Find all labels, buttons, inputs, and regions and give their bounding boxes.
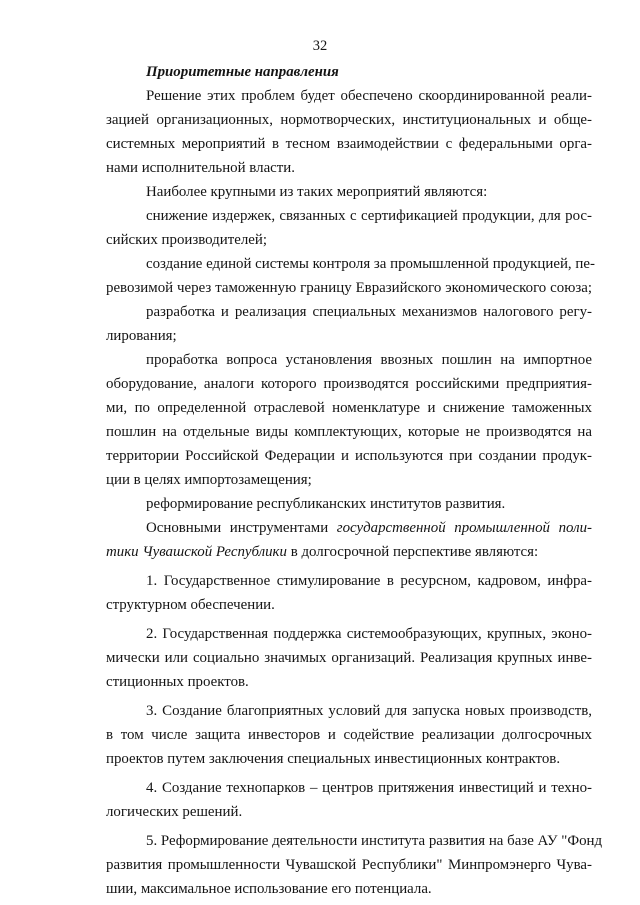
text-run: ревозимой через таможенную границу Евразийского экономического союза; — [106, 280, 592, 296]
text-line — [106, 180, 592, 204]
text-line — [106, 156, 592, 180]
text-line — [106, 132, 592, 156]
text-run: Решение этих проблем будет обеспечено скоординированной реали- — [146, 88, 592, 104]
text-line — [106, 252, 595, 276]
text-run: лирования; — [106, 328, 177, 344]
text-line — [106, 300, 592, 324]
text-line — [106, 569, 592, 593]
text-run: пошлин на отдельные виды комплектующих, которые не производятся на — [106, 424, 592, 440]
text-line — [106, 324, 592, 348]
text-line — [106, 776, 592, 800]
text-line — [106, 348, 592, 372]
text-run: разработка и реализация специальных механизмов налогового регу- — [146, 304, 592, 320]
text-line — [106, 84, 592, 108]
text-line — [106, 747, 592, 771]
text-run: тики Чувашской Республики — [106, 544, 287, 560]
text-line — [106, 108, 592, 132]
text-run: государственной промышленной поли- — [336, 520, 592, 536]
text-run: Основными инструментами — [146, 520, 337, 536]
text-line — [106, 420, 592, 444]
text-run: снижение издержек, связанных с сертификацией продукции, для рос- — [146, 208, 592, 224]
text-line — [106, 228, 592, 252]
text-line — [106, 699, 592, 723]
text-line — [106, 516, 592, 540]
text-line — [106, 276, 592, 300]
text-run: проектов путем заключения специальных инвестиционных контрактов. — [106, 751, 561, 767]
text-run: 5. Реформирование деятельности института развития на базе АУ "Фонд — [146, 833, 603, 849]
text-run: структурном обеспечении. — [106, 597, 275, 613]
text-line — [106, 540, 592, 564]
text-run: Приоритетные направления — [146, 64, 339, 80]
text-run: мически или социально значимых организаций. Реализация крупных инве- — [106, 650, 592, 666]
text-line — [106, 492, 592, 516]
text-line — [106, 622, 592, 646]
text-run: 2. Государственная поддержка системообразующих, крупных, эконо- — [146, 626, 592, 642]
text-line — [106, 829, 603, 853]
text-line — [106, 372, 592, 396]
text-run: оборудование, аналоги которого производятся российскими предприятия- — [106, 376, 592, 392]
text-line — [106, 468, 592, 492]
text-line — [106, 800, 592, 824]
text-line — [106, 204, 592, 228]
text-run: зацией организационных, нормотворческих, институциональных и обще- — [106, 112, 592, 128]
page-number: 32 — [312, 38, 328, 54]
text-run: системных мероприятий в тесном взаимодействии с федеральными орга- — [106, 136, 592, 152]
text-run: территории Российской Федерации и используются при создании продук- — [106, 448, 592, 464]
text-run: 4. Создание технопарков – центров притяжения инвестиций и техно- — [146, 780, 592, 796]
text-run: нами исполнительной власти. — [106, 160, 295, 176]
text-line — [106, 646, 592, 670]
text-run: 1. Государственное стимулирование в ресурсном, кадровом, инфра- — [146, 573, 592, 589]
text-run: в том числе защита инвесторов и содействие реализации долгосрочных — [106, 727, 592, 743]
text-run: развития промышленности Чувашской Республики" Минпромэнерго Чува- — [106, 857, 592, 873]
text-run: сийских производителей; — [106, 232, 267, 248]
text-run: Наиболее крупными из таких мероприятий являются: — [146, 184, 488, 200]
text-run: в долгосрочной перспективе являются: — [286, 544, 539, 560]
text-run: реформирование республиканских институтов развития. — [146, 496, 506, 512]
text-line — [106, 877, 592, 901]
text-line — [106, 853, 592, 877]
text-run: 3. Создание благоприятных условий для запуска новых производств, — [146, 703, 592, 719]
text-run: создание единой системы контроля за промышленной продукцией, пе- — [146, 256, 595, 272]
text-run: логических решений. — [106, 804, 243, 820]
text-run: стиционных проектов. — [106, 674, 249, 690]
section-heading — [106, 60, 592, 84]
text-run: шии, максимальное использование его потенциала. — [106, 881, 432, 897]
text-run: проработка вопроса установления ввозных пошлин на импортное — [146, 352, 592, 368]
text-line — [106, 593, 592, 617]
text-run: ми, по определенной отраслевой номенклатуре и снижение таможенных — [106, 400, 592, 416]
text-run: ции в целях импортозамещения; — [106, 472, 312, 488]
text-line — [106, 444, 592, 468]
text-line — [106, 670, 592, 694]
text-line — [106, 396, 592, 420]
text-line — [106, 723, 592, 747]
document-body — [106, 60, 603, 901]
